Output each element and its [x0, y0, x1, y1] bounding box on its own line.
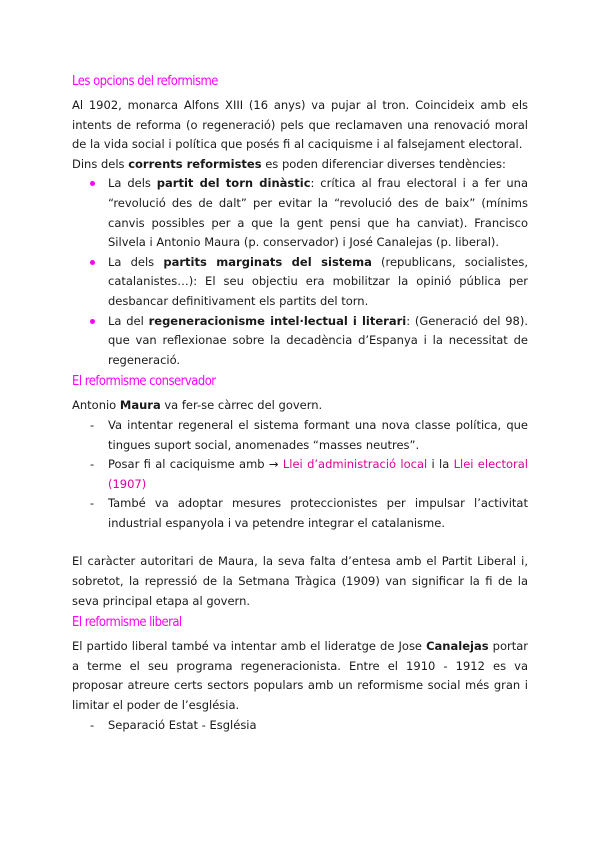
list-item: La dels partits marginats del sistema (republicans, socialistes, catalanistes…): El seu objectiu era mobilitzar la opinió pública per desbancar definitivament els partits del torn. — [72, 253, 528, 312]
bullet-icon — [90, 181, 95, 186]
maura-conclusion-paragraph: El caràcter autoritari de Maura, la seva falta d’entesa amb el Partit Liberal i, sobretot, la repressió de la Setmana Tràgica (1909) van significar la fi de la seva principal etapa al govern. — [72, 554, 528, 608]
list-item: La del regeneracionisme intel·lectual i literari: (Generació del 98). que van reflexionae sobre la decadència d’Espanya i la necessitat de regeneració. — [72, 312, 528, 371]
section-title-conservador: El reformisme conservador — [72, 373, 216, 390]
tendencies-list — [72, 174, 528, 370]
list-item: - Separació Estat - Església — [72, 716, 528, 736]
link-llei-administracio-local[interactable]: Llei d’administració local — [282, 457, 428, 472]
liberal-list — [72, 716, 528, 736]
dash-icon: - — [90, 717, 95, 732]
bullet-icon — [90, 260, 95, 265]
bullet-icon — [90, 319, 95, 324]
dash-icon: - — [90, 417, 95, 432]
conservador-list — [72, 416, 528, 534]
section-title-liberal: El reformisme liberal — [72, 614, 182, 631]
link-llei-electoral[interactable]: Llei electoral (1907) — [108, 457, 528, 491]
list-item: La dels partit del torn dinàstic: crítica al frau electoral i a fer una “revolució des de dalt” per evitar la “revolució des de baix” (mínims canvis possibles per a que la gent pensi que ha canviat). Francisco Silvela i Antonio Maura (p. conservador) i José Canalejas (p. liberal). — [72, 174, 528, 252]
list-item: - També va adoptar mesures proteccionistes per impulsar l’activitat industrial espanyola i va petendre integrar el catalanisme. — [90, 496, 528, 530]
document-body — [72, 70, 528, 735]
dash-icon: - — [90, 457, 95, 472]
intro-paragraph: Al 1902, monarca Alfons XIII (16 anys) va pujar al tron. Coincideix amb els intents de reforma (o regeneració) pels que reclamaven una renovació moral de la vida social i política que posés fi al caciquisme i al falsejament electoral. — [72, 98, 528, 152]
dash-icon: - — [90, 496, 95, 511]
canalejas-paragraph: El partido liberal també va intentar amb el lideratge de Jose Canalejas portar a terme el seu programa regeneracionista. Entre el 1910 - 1912 es va proposar atreure certs sectors populars amb un reformisme social més gran i limitar el poder de l’església. — [72, 639, 528, 713]
list-item: - Va intentar regeneral el sistema formant una nova classe política, que tingues suport social, anomenades “masses neutres”. — [90, 417, 528, 452]
list-item: - Posar fi al caciquisme amb → Llei d’administració local i la Llei electoral (1907) — [90, 457, 528, 491]
section-title-opcions: Les opcions del reformisme — [72, 73, 218, 89]
currents-paragraph: Dins dels corrents reformistes es poden diferenciar diverses tendències: — [72, 156, 506, 171]
maura-paragraph: Antonio Maura va fer-se càrrec del govern. — [72, 398, 323, 413]
